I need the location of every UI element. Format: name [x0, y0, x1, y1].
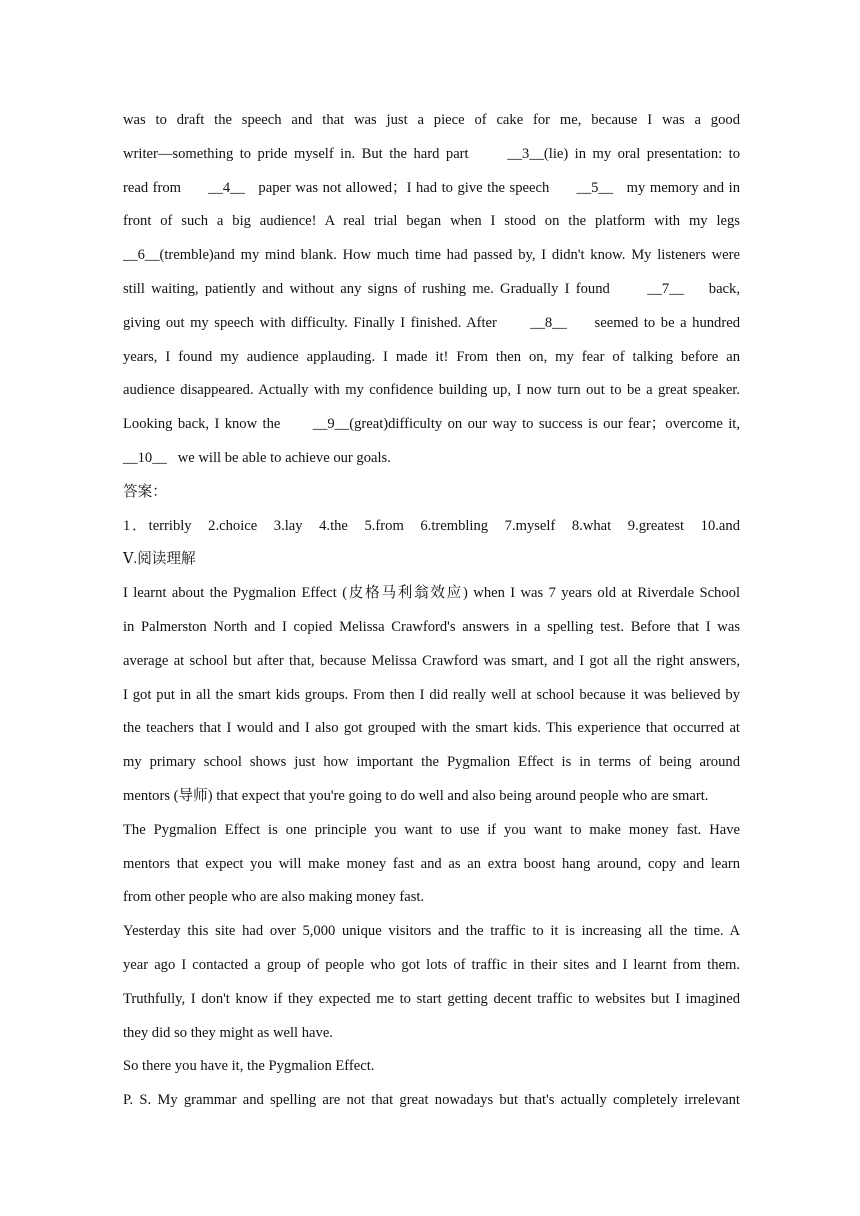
text-line: P. S. My grammar and spelling are not that great nowadays but that's actually completely irrelevant	[123, 1092, 740, 1109]
text-line: they did so they might as well have.	[123, 1024, 333, 1041]
document-page	[123, 104, 740, 1118]
text-line: So there you have it, the Pygmalion Effect.	[123, 1058, 375, 1075]
text-line: was to draft the speech and that was just a piece of cake for me, because I was a good	[123, 112, 740, 128]
text-line: average at school but after that, because Melissa Crawford was smart, and I got all the right answers,	[123, 652, 740, 669]
text-line: I learnt about the Pygmalion Effect (皮格马利翁效应) when I was 7 years old at Riverdale School	[123, 585, 740, 602]
text-line: The Pygmalion Effect is one principle you want to use if you want to make money fast. Have	[123, 821, 740, 838]
text-line: writer—something to pride myself in. But the hard part __3__(lie) in my oral presentation: to	[123, 145, 740, 162]
text-line: front of such a big audience! A real trial began when I stood on the platform with my legs	[123, 213, 740, 230]
text-line: mentors that expect you will make money fast and as an extra boost hang around, copy and learn	[123, 855, 740, 872]
text-line: year ago I contacted a group of people who got lots of traffic in their sites and I learnt from them.	[123, 956, 740, 973]
text-line: audience disappeared. Actually with my confidence building up, I now turn out to be a great speaker.	[123, 382, 740, 399]
text-line: I got put in all the smart kids groups. From then I did really well at school because it was believed by	[123, 686, 740, 703]
text-line: in Palmerston North and I copied Melissa Crawford's answers in a spelling test. Before that I was	[123, 618, 740, 635]
answer-heading: 答案：	[123, 483, 167, 500]
text-line: Yesterday this site had over 5,000 unique visitors and the traffic to it is increasing all the time. A	[123, 923, 740, 940]
text-line: from other people who are also making money fast.	[123, 889, 425, 906]
text-line: __6__(tremble)and my mind blank. How much time had passed by, I didn't know. My listeners were	[123, 247, 740, 264]
section-heading: Ⅴ.阅读理解	[123, 551, 196, 568]
text-line: read from __4__ paper was not allowed；I had to give the speech __5__ my memory and in	[123, 179, 740, 196]
text-line: the teachers that I would and I also got grouped with the smart kids. This experience that occurred at	[123, 720, 740, 737]
text-line: __10__ we will be able to achieve our goals.	[123, 449, 391, 466]
text-line: giving out my speech with difficulty. Finally I finished. After __8__ seemed to be a hundred	[123, 314, 740, 331]
text-line: still waiting, patiently and without any signs of rushing me. Gradually I found __7__ back,	[123, 280, 740, 297]
text-line: mentors (导师) that expect that you're going to do well and also being around people who are smart.	[123, 787, 709, 804]
text-line: years, I found my audience applauding. I made it! From then on, my fear of talking before an	[123, 348, 740, 365]
text-line: Truthfully, I don't know if they expected me to start getting decent traffic to websites but I imagined	[123, 990, 740, 1007]
text-line: Looking back, I know the __9__(great)difficulty on our way to success is our fear；overcome it,	[123, 416, 740, 433]
answer-key: 1．terribly 2.choice 3.lay 4.the 5.from 6.trembling 7.myself 8.what 9.greatest 10.and	[123, 517, 740, 534]
text-line: my primary school shows just how important the Pygmalion Effect is in terms of being around	[123, 754, 740, 771]
